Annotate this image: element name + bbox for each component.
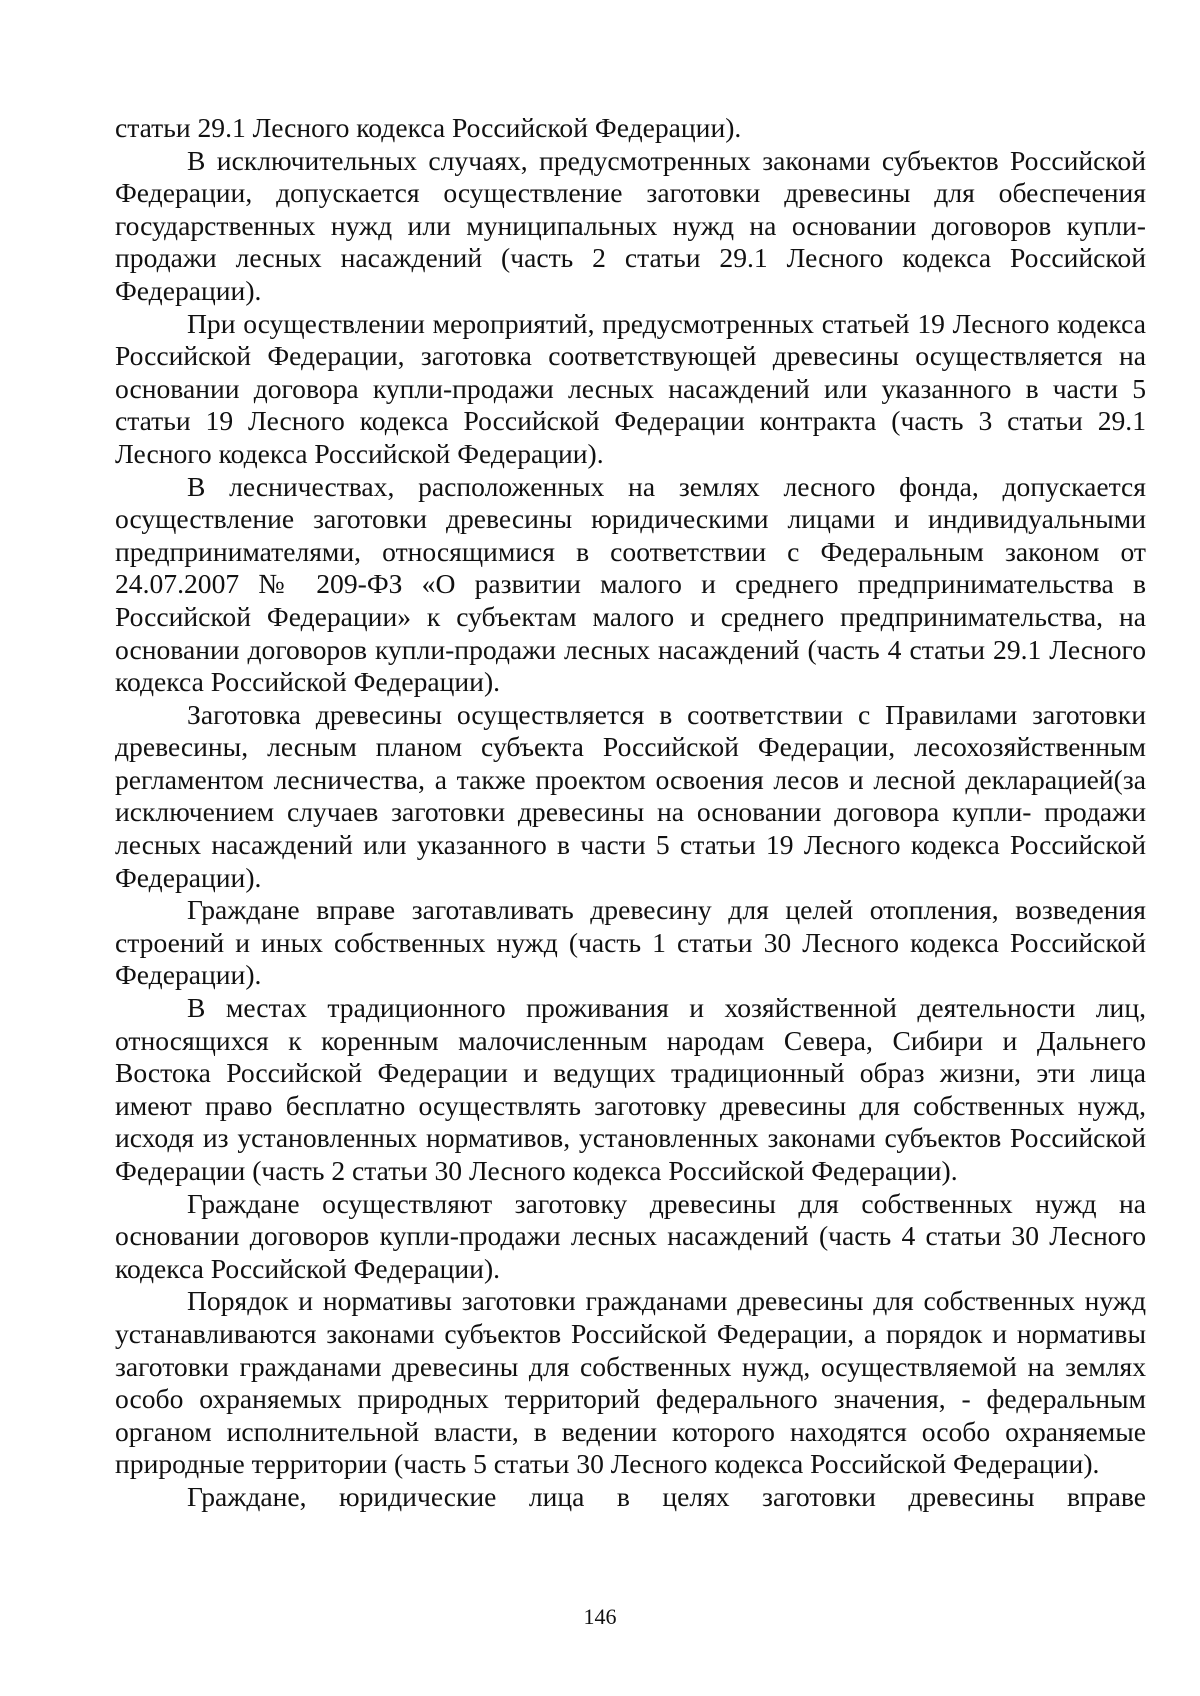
paragraph: В местах традиционного проживания и хозяйственной деятельности лиц, относящихся к коренным малочисленным народам Севера, Сибири и Дальнего Востока Российской Федерации и ведущих традиционный образ жизни, эти лица имеют право бесплатно осуществлять заготовку древесины для собственных нужд, исходя из установленных нормативов, установленных законами субъектов Российской Федерации (часть 2 статьи 30 Лесного кодекса Российской Федерации).: [115, 992, 1146, 1186]
paragraph: При осуществлении мероприятий, предусмотренных статьей 19 Лесного кодекса Российской Федерации, заготовка соответствующей древесины осуществляется на основании договора купли-продажи лесных насаждений или указанного в части 5 статьи 19 Лесного кодекса Российской Федерации контракта (часть 3 статьи 29.1 Лесного кодекса Российской Федерации).: [115, 307, 1146, 469]
paragraph-continuation: статьи 29.1 Лесного кодекса Российской Федерации).: [115, 112, 742, 143]
paragraph: Порядок и нормативы заготовки гражданами древесины для собственных нужд устанавливаются законами субъектов Российской Федерации, а порядок и нормативы заготовки гражданами древесины для собственных нужд, осуществляемой на землях особо охраняемых природных территорий федерального значения, - федеральным органом исполнительной власти, в ведении которого находятся особо охраняемые природные территории (часть 5 статьи 30 Лесного кодекса Российской Федерации).: [115, 1285, 1146, 1480]
document-body: [115, 112, 1146, 1514]
paragraph: В исключительных случаях, предусмотренных законами субъектов Российской Федерации, допускается осуществление заготовки древесины для обеспечения государственных нужд или муниципальных нужд на основании договоров купли-продажи лесных насаждений (часть 2 статьи 29.1 Лесного кодекса Российской Федерации).: [115, 144, 1146, 306]
paragraph: Граждане вправе заготавливать древесину для целей отопления, возведения строений и иных собственных нужд (часть 1 статьи 30 Лесного кодекса Российской Федерации).: [115, 894, 1146, 991]
paragraph: Заготовка древесины осуществляется в соответствии с Правилами заготовки древесины, лесным планом субъекта Российской Федерации, лесохозяйственным регламентом лесничества, а также проектом освоения лесов и лесной декларацией(за исключением случаев заготовки древесины на основании договора купли- продажи лесных насаждений или указанного в части 5 статьи 19 Лесного кодекса Российской Федерации).: [115, 698, 1146, 893]
paragraph-truncated: Граждане, юридические лица в целях заготовки древесины вправе: [187, 1480, 1146, 1512]
paragraph: Граждане осуществляют заготовку древесины для собственных нужд на основании договоров купли-продажи лесных насаждений (часть 4 статьи 30 Лесного кодекса Российской Федерации).: [115, 1187, 1146, 1284]
paragraph: В лесничествах, расположенных на землях лесного фонда, допускается осуществление заготовки древесины юридическими лицами и индивидуальными предпринимателями, относящимися в соответствии с Федеральным законом от 24.07.2007 № 209-ФЗ «О развитии малого и среднего предпринимательства в Российской Федерации» к субъектам малого и среднего предпринимательства, на основании договоров купли-продажи лесных насаждений (часть 4 статьи 29.1 Лесного кодекса Российской Федерации).: [115, 470, 1146, 698]
page-number: 146: [583, 1604, 617, 1629]
